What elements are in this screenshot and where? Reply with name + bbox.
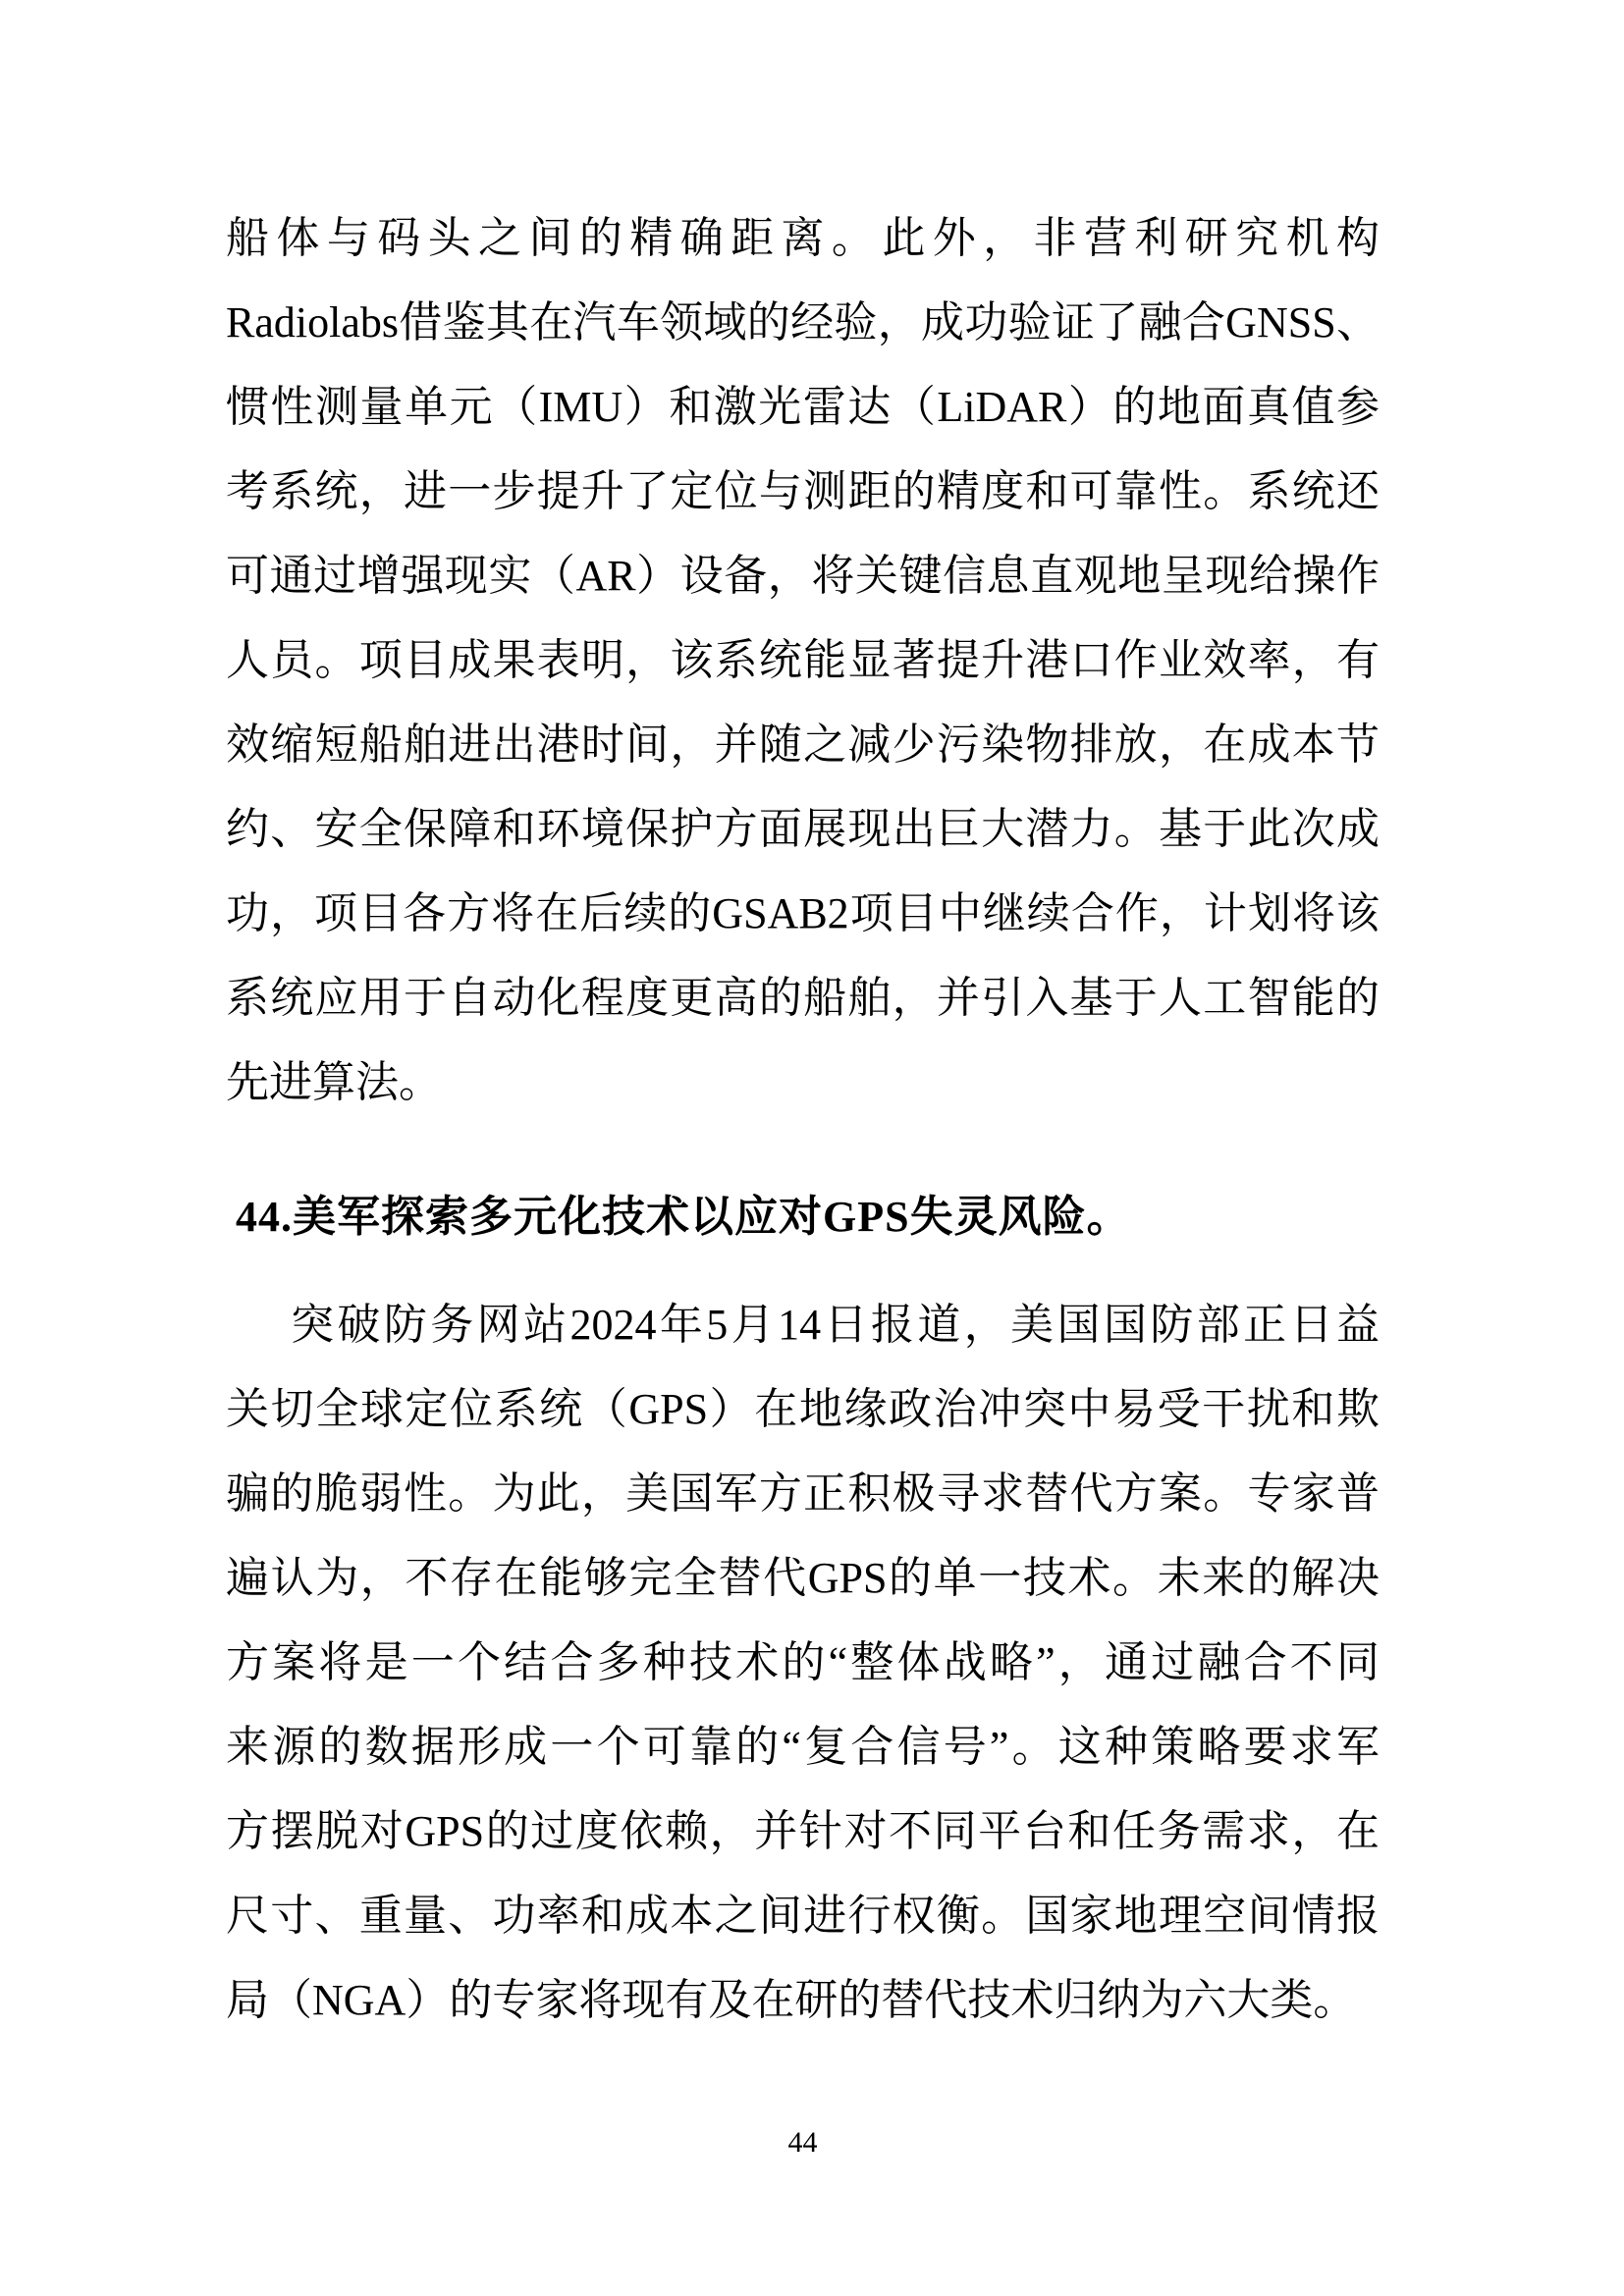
text-line: 方案将是一个结合多种技术的“整体战略”，通过融合不同 [226,1638,1380,1686]
text-line: 人员。项目成果表明，该系统能显著提升港口作业效率，有 [226,636,1380,684]
text-line: 遍认为，不存在能够完全替代GPS的单一技术。未来的解决 [226,1554,1380,1602]
page-number: 44 [787,2126,818,2159]
text-line: 考系统，进一步提升了定位与测距的精度和可靠性。系统还 [226,467,1380,515]
text-line: 先进算法。 [226,1058,442,1106]
text-line: 方摆脱对GPS的过度依赖，并针对不同平台和任务需求，在 [226,1807,1380,1855]
text-line: 效缩短船舶进出港时间，并随之减少污染物排放，在成本节 [226,721,1380,769]
text-line: 约、安全保障和环境保护方面展现出巨大潜力。基于此次成 [226,805,1380,853]
text-line: 船体与码头之间的精确距离。此外，非营利研究机构 [226,214,1380,262]
text-line: Radiolabs借鉴其在汽车领域的经验，成功验证了融合GNSS、 [226,298,1380,347]
text-line: 功，项目各方将在后续的GSAB2项目中继续合作，计划将该 [226,889,1380,937]
text-line: 可通过增强现实（AR）设备，将关键信息直观地呈现给操作 [226,552,1380,600]
text-line: 突破防务网站2024年5月14日报道，美国国防部正日益 [291,1301,1380,1349]
text-line: 关切全球定位系统（GPS）在地缘政治冲突中易受干扰和欺 [226,1385,1380,1433]
section-heading: 44.美军探索多元化技术以应对GPS失灵风险。 [236,1193,1131,1241]
text-line: 骗的脆弱性。为此，美国军方正积极寻求替代方案。专家普 [226,1469,1380,1518]
text-line: 惯性测量单元（IMU）和激光雷达（LiDAR）的地面真值参 [226,383,1380,431]
text-line: 局（NGA）的专家将现有及在研的替代技术归纳为六大类。 [226,1976,1357,2024]
text-line: 系统应用于自动化程度更高的船舶，并引入基于人工智能的 [226,974,1380,1022]
text-line: 来源的数据形成一个可靠的“复合信号”。这种策略要求军 [226,1723,1380,1771]
text-line: 尺寸、重量、功率和成本之间进行权衡。国家地理空间情报 [226,1892,1380,1940]
text-block [226,196,1380,2158]
paragraph-body [226,1283,1380,2043]
paragraph-continuation [226,196,1380,1125]
